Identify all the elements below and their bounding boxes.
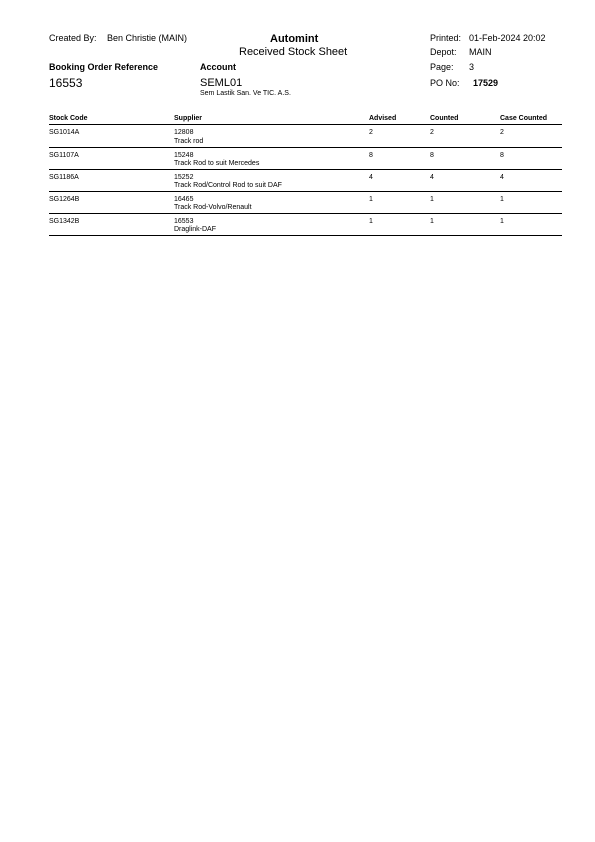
col-case-counted: Case Counted bbox=[500, 115, 548, 122]
col-counted: Counted bbox=[430, 115, 459, 122]
header-divider bbox=[49, 124, 562, 125]
row-divider bbox=[49, 213, 562, 214]
row-2-advised: 8 bbox=[369, 152, 373, 159]
row-1-description: Track rod bbox=[174, 138, 204, 145]
row-divider bbox=[49, 169, 562, 170]
printed-label: Printed: bbox=[430, 33, 462, 43]
row-2-counted: 8 bbox=[430, 152, 434, 159]
row-4-case-counted: 1 bbox=[500, 196, 504, 203]
row-4-stock-code: SG1264B bbox=[49, 196, 80, 203]
page-label: Page: bbox=[430, 62, 454, 72]
printed-value: 01-Feb-2024 20:02 bbox=[469, 33, 546, 43]
company-name: Automint bbox=[270, 33, 319, 45]
row-2-case-counted: 8 bbox=[500, 152, 504, 159]
page-value: 3 bbox=[469, 62, 475, 72]
row-divider bbox=[49, 147, 562, 148]
booking-ref-value: 16553 bbox=[49, 76, 83, 90]
row-5-advised: 1 bbox=[369, 218, 373, 225]
row-2-supplier-code: 15248 bbox=[174, 152, 194, 159]
row-3-supplier-code: 15252 bbox=[174, 174, 194, 181]
depot-value: MAIN bbox=[469, 47, 492, 57]
row-5-supplier-code: 16553 bbox=[174, 218, 194, 225]
sheet-title: Received Stock Sheet bbox=[239, 46, 348, 58]
row-4-description: Track Rod-Volvo/Renault bbox=[174, 204, 252, 211]
account-name: Sem Lastik San. Ve TIC. A.S. bbox=[200, 90, 291, 97]
row-4-counted: 1 bbox=[430, 196, 434, 203]
created-by-value: Ben Christie (MAIN) bbox=[107, 33, 188, 43]
row-3-case-counted: 4 bbox=[500, 174, 504, 181]
col-advised: Advised bbox=[369, 115, 397, 122]
row-1-stock-code: SG1014A bbox=[49, 129, 80, 136]
row-5-description: Draglink-DAF bbox=[174, 226, 217, 233]
po-label: PO No: bbox=[430, 78, 460, 88]
row-divider bbox=[49, 191, 562, 192]
row-3-advised: 4 bbox=[369, 174, 373, 181]
row-4-supplier-code: 16465 bbox=[174, 196, 194, 203]
account-code: SEML01 bbox=[200, 77, 243, 89]
booking-ref-label: Booking Order Reference bbox=[49, 62, 159, 72]
row-divider bbox=[49, 235, 562, 236]
row-1-case-counted: 2 bbox=[500, 129, 504, 136]
col-supplier: Supplier bbox=[174, 115, 203, 122]
row-3-stock-code: SG1186A bbox=[49, 174, 79, 181]
row-1-counted: 2 bbox=[430, 129, 434, 136]
row-1-supplier-code: 12808 bbox=[174, 129, 194, 136]
account-label: Account bbox=[200, 62, 236, 72]
row-3-description: Track Rod/Control Rod to suit DAF bbox=[174, 182, 282, 189]
row-5-counted: 1 bbox=[430, 218, 434, 225]
row-2-description: Track Rod to suit Mercedes bbox=[174, 160, 260, 167]
row-4-advised: 1 bbox=[369, 196, 373, 203]
depot-label: Depot: bbox=[430, 47, 457, 57]
created-by-label: Created By: bbox=[49, 33, 97, 43]
row-3-counted: 4 bbox=[430, 174, 434, 181]
row-5-case-counted: 1 bbox=[500, 218, 504, 225]
po-value: 17529 bbox=[473, 78, 499, 88]
row-5-stock-code: SG1342B bbox=[49, 218, 80, 225]
row-2-stock-code: SG1107A bbox=[49, 152, 79, 159]
col-stock-code: Stock Code bbox=[49, 115, 88, 122]
row-1-advised: 2 bbox=[369, 129, 373, 136]
